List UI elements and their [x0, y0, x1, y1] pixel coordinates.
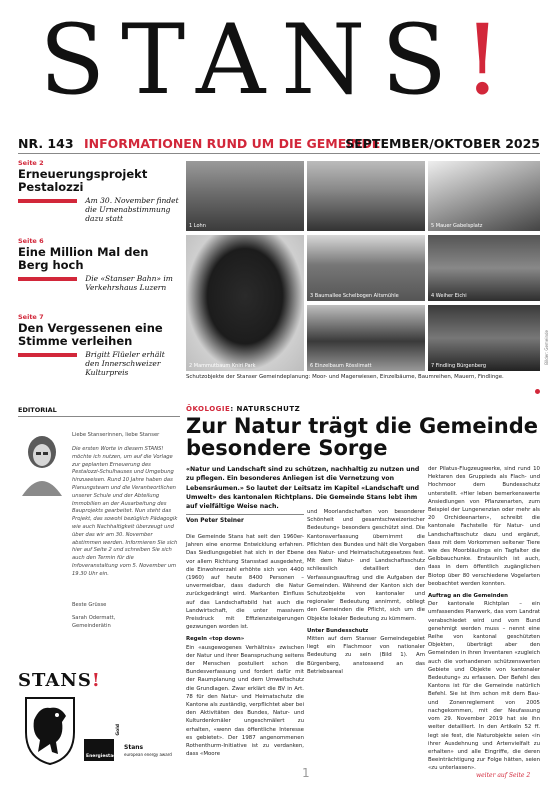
photo-caption: Schutzobjekte der Stanser Gemeindeplanung: Moor- und Magerwiesen, Einzelbäume, Baumreihen, Mauern, Findlinge. [186, 374, 504, 380]
photo-label: 5 Mauer Gabelsplatz [431, 223, 483, 229]
photo-label: 4 Weiher Eichi [431, 293, 467, 299]
issue-bar [18, 136, 540, 152]
photo-2 [307, 161, 425, 231]
photo-credit: Bilder: Gemeinde [544, 330, 549, 365]
photo-label: 2 Mammutbaum Kniri Park [189, 363, 256, 369]
photo-label: 1 Lohn [189, 223, 206, 229]
issue-number: NR. 143 [18, 136, 74, 151]
masthead-bang: ! [463, 4, 518, 116]
editorial-greeting: Liebe Stanserinnen, liebe Stanser [72, 432, 160, 438]
article-column-3 [428, 465, 540, 773]
teaser-page: Seite 7 [18, 313, 44, 321]
photo-label: 7 Findling Bürgenberg [431, 363, 487, 369]
article-kicker [186, 405, 300, 413]
article-column-1 [186, 533, 304, 758]
teaser-bar [18, 199, 77, 203]
editorial-signature: Sarah Odermatt, Gemeinderätin [72, 615, 116, 629]
editorial-closing: Beste Grüsse [72, 602, 107, 608]
column-text: der Pilatus-Flugzeugwerke, sind rund 10 Hektaren des Gruppieds als Flach- und Hochmoor dem Bundesschutz unterstellt. «Hier leben bemerkenswerte Ansiedlungen von Pflanzenarten, zum Beispiel der Lungenenzian oder mehr als 20 Orchideenarten», schreibt die kantonale Fachstelle für Natur- und Landschaftsschutz dazu und ergänzt, dass mit dem Vorkommen seltener Tiere wie des Moorbläulings ein Tagfalter die Gelbbauchunke. Erstaunlich ist auch, dass in dem öffentlich zugänglichen Biotop über 80 verschiedene Vogelarten beobachtet werden konnten. [428, 466, 540, 587]
column-subheading: Unter Bundesschutz [307, 627, 369, 634]
red-dot [535, 389, 540, 394]
header-rule [18, 153, 540, 154]
logo-stans [18, 670, 101, 691]
editorial-portrait [18, 430, 66, 496]
column-subheading: Auftrag an die Gemeinden [428, 593, 508, 600]
award-name: Stans [124, 744, 144, 751]
masthead-title: STANS [39, 4, 464, 116]
editorial-label: EDITORIAL [18, 406, 57, 414]
teaser-page: Seite 2 [18, 159, 44, 167]
energiestadt-gold: Gold [116, 724, 121, 736]
energiestadt-logo [84, 739, 119, 761]
teaser-sub: Brigitt Flüeler erhält den Innerschweizer Kulturpreis [85, 349, 165, 377]
teaser-bar [18, 353, 77, 357]
issue-tagline: INFORMATIONEN RUND UM DIE GEMEINDE [84, 136, 381, 151]
teaser-title: Den Vergessenen eine Stimme verleihen [18, 321, 163, 348]
award-sub: european energy award [124, 752, 172, 757]
article-column-2 [307, 508, 425, 676]
column-text: Ein «ausgewogenes Verhältnis» zwischen der Natur und ihrer Beanspruchung seitens der Menschen postuliert schon die Bundesverfassung und fordert dafür mit der Raumplanung und dem Umweltschutz die Grundlagen. Zwar erklärt die BV in Art. 78 für den Natur- und Heimatschutz die Kantone als zuständig, verpflichtet aber bei den Aktivitäten des Bundes, Natur- und Kulturdenkmäler ungeschmälert zu erhalten, «wenn das öffentliche Interesse es gebietet». Der 1987 angenommenen Rothenthurm-Initiative ist zu verdanken, dass «Moore [186, 644, 304, 758]
masthead [0, 4, 557, 116]
teaser-1[interactable] [18, 159, 180, 223]
teaser-3[interactable] [18, 313, 180, 377]
author-rule [186, 514, 304, 515]
teaser-2[interactable] [18, 237, 180, 292]
column-text: und Moorlandschaften von besonderer Schönheit und gesamtschweizerischer Bedeutung» besonders geschützt sind. Die Kantonsverfassung übernimmt die Pflichten des Bundes und hält die Vorgaben des Natur- und Heimatschutzgesetzes fest. Mit dem Natur- und Landschaftsschutz schliesslich detailliert den Verfassungsauftrag und die Aufgaben der Gemeinden. Während der Kanton sich der Schutzobjekte von kantonaler und regionaler Bedeutung annimmt, obliegt den Gemeinden die Pflicht, sich um die Objekte lokaler Bedeutung zu kümmern. [307, 509, 425, 622]
kicker-category: ÖKOLOGIE [186, 405, 231, 413]
teaser-sub: Die «Stanser Bahn» im Verkehrshaus Luzern [85, 273, 173, 292]
article-lead: «Natur und Landschaft sind zu schützen, nachhaltig zu nutzen und zu pflegen. Ein besonderes Anliegen ist die Vernetzung von Lebensräumen.» So lautet der Leitsatz im Kapitel «Landschaft und Umwelt» des kantonalen Richtplans. Die Gemeinde Stans lebt ihm auf vielfältige Weise nach. [186, 466, 420, 511]
column-text: Der kantonale Richtplan – ein umfassendes Planwerk, das vom Landrat verabschiedet wird und vom Bund genehmigt werden muss – nennt eine Reihe von kantonal geschützten Objekten, überträgt aber den Gemeinden in ihren Inventaren «zugleich auch die vorhandenen schützenswerten Gebiete und Objekte von kantonaler Bedeutung» zu erfassen. Der Befehl des Kantons ist für die Gemeinde natürlich Befehl. Sie ist ihm schon mit dem Bau- und Zonenreglement von 2005 nachgekommen, mit der Neufassung vom 29. November 2019 hat sie ihn weiter detailliert. In den Artikeln 52 ff. legt sie fest, die Naturobjekte seien «in ihrer Ausdehnung und Artenvielfalt zu erhalten» und alle Eingriffe, die deren Beeinträchtigung zur Folge hätten, seien «zu unterlassen». [428, 601, 540, 772]
photo-5 [428, 161, 540, 231]
teaser-title: Eine Million Mal den Berg hoch [18, 245, 149, 272]
article-author: Von Peter Steiner [186, 518, 244, 524]
teaser-sub: Am 30. November findet die Urnenabstimmung dazu statt [85, 195, 179, 223]
photo-findling [428, 305, 540, 371]
continued-link[interactable]: weiter auf Seite 2 [476, 772, 531, 779]
energiestadt-text: Energiestadt [86, 754, 119, 759]
photo-baumallee [307, 235, 425, 301]
article-headline: Zur Natur trägt die Gemeinde besondere Sorge [186, 414, 539, 461]
photo-label: 6 Einzelbaum Rösslimatt [310, 363, 372, 369]
logo-stans-bang: ! [91, 670, 101, 691]
photo-1 [186, 161, 304, 231]
teaser-page: Seite 6 [18, 237, 44, 245]
page-number: 1 [302, 766, 310, 780]
teaser-title: Erneuerungsprojekt Pestalozzi [18, 167, 148, 194]
kicker-topic: : NATURSCHUTZ [230, 405, 301, 413]
issue-date: SEPTEMBER/OKTOBER 2025 [345, 136, 540, 151]
coat-of-arms-icon [20, 692, 80, 767]
column-text: Die Gemeinde Stans hat seit den 1960er-Jahren eine enorme Entwicklung erfahren. Das Siedlungsgebiet hat sich in der Ebene vor allem Richtung Stansstad ausgedehnt, die Einwohnerzahl erhöhte sich von 4400 (1960) auf heute 8400 Personen – unvermeidbar, dass dadurch die Natur zurückgedrängt wird. Markanten Einfluss auf das Landschaftsbild hat auch die Landwirtschaft, die unter massivem Preisdruck mit Effizienzsteigerungen gezwungen worden ist. [186, 534, 304, 631]
editorial-rule [18, 416, 180, 417]
logo-stans-text: STANS [18, 670, 92, 691]
column-text: Mitten auf dem Stanser Gemeindegebiet liegt ein Flachmoor von nationaler Bedeutung zu sein (Bild 1). Am Bürgenberg, anstossend an das Betriebsareal [307, 636, 425, 675]
editorial-body: Die ersten Worte in diesem STANS! möchte ich nutzen, um auf die Vorlage zur geplanten Erneuerung des Pestalozzi-Schulhauses und Umgebung hinzuweisen. Rund 10 Jahre haben das Planungsteam und die Verantwortlichen unserer Schule und der Abteilung Immobilien an der Ausarbeitung des Bauprojekts gearbeitet. Nun steht das Projekt, das sowohl bezüglich Pädagogik wie auch Nachhaltigkeit überzeugt und über das wir am 30. November abstimmen werden. Informieren Sie sich hier auf Seite 2 und schreiben Sie sich auch den Termin für die Infoveranstaltung vom 5. November um 19.30 Uhr ein. [72, 446, 178, 577]
photo-einzelbaum [307, 305, 425, 371]
photo-label: 3 Baumallee Schelbogen Altsmühle [310, 293, 399, 299]
photo-weiher [428, 235, 540, 301]
photo-mammutbaum [186, 235, 304, 371]
teaser-bar [18, 277, 77, 281]
column-subheading: Regeln «top down» [186, 636, 245, 643]
